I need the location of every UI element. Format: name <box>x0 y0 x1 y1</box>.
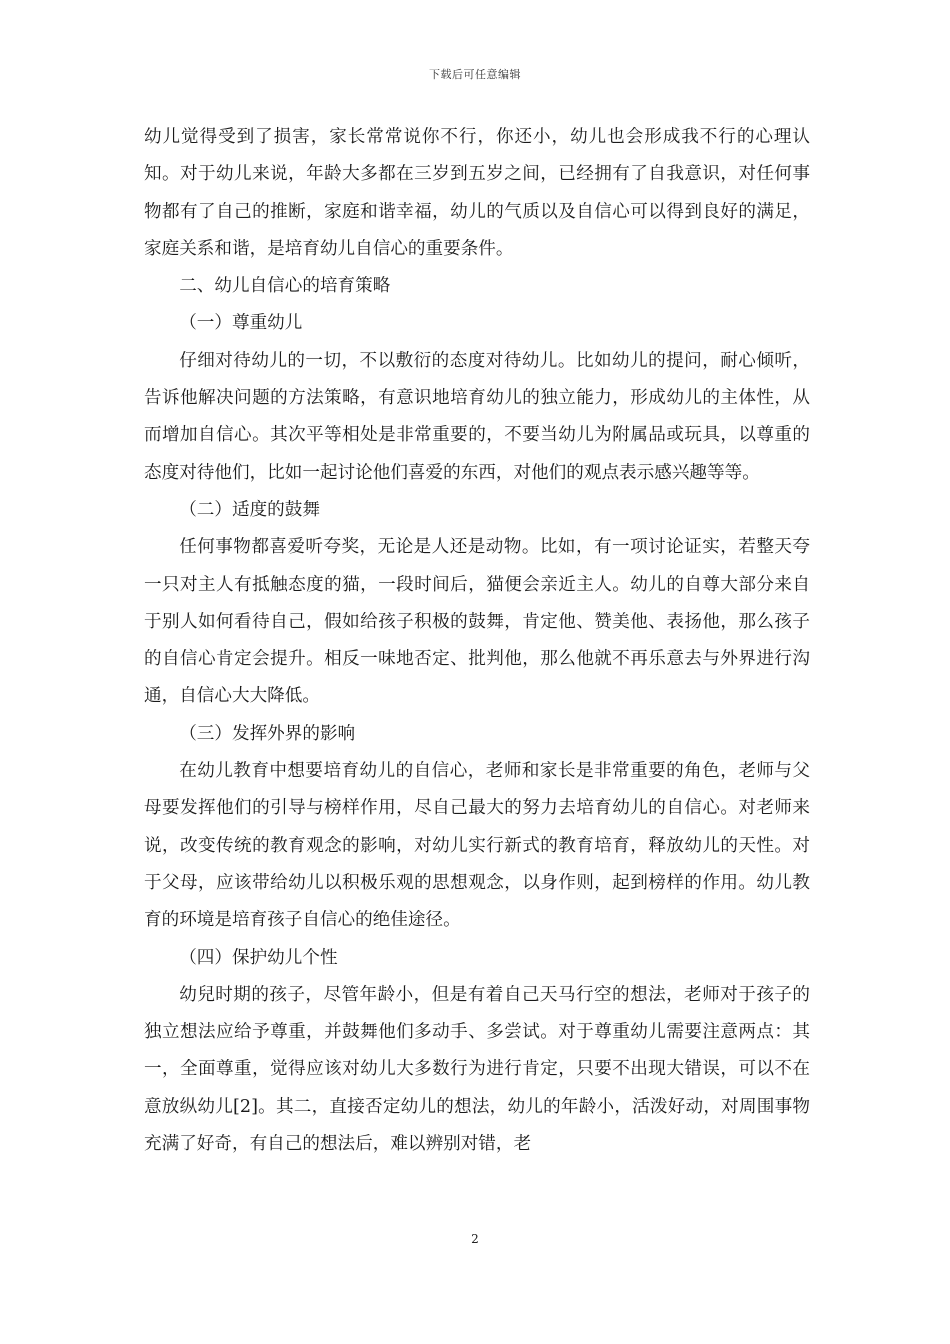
paragraph-protect-personality: 幼兒时期的孩子，尽管年龄小，但是有着自己天马行空的想法，老师对于孩子的独立想法应给予尊重，并鼓舞他们多动手、多尝试。对于尊重幼儿需要注意两点：其一，全面尊重，觉得应该对幼儿大多数行为进行肯定，只要不出现大错误，可以不在意放纵幼儿[2]。其二，直接否定幼儿的想法，幼儿的年龄小，活泼好动，对周围事物充满了好奇，有自己的想法后，难以辨别对错，老 <box>144 984 810 1155</box>
subheading-respect: （一）尊重幼儿 <box>179 313 303 334</box>
page-header: 下载后可任意编辑 <box>429 68 521 81</box>
paragraph-external-influence: 在幼儿教育中想要培育幼儿的自信心，老师和家长是非常重要的角色，老师与父母要发挥他们的引导与榜样作用，尽自己最大的努力去培育幼儿的自信心。对老师来说，改变传统的教育观念的影响，对幼儿实行新式的教育培育，释放幼儿的天性。对于父母，应该带给幼儿以积极乐观的思想观念，以身作则，起到榜样的作用。幼儿教育的环境是培育孩子自信心的绝佳途径。 <box>144 761 810 931</box>
subheading-encouragement: （二）适度的鼓舞 <box>179 499 320 520</box>
page-number: 2 <box>471 1232 479 1246</box>
section-heading-strategies: 二、幼儿自信心的培育策略 <box>179 276 391 297</box>
paragraph-continuation: 幼儿觉得受到了损害，家长常常说你不行，你还小，幼儿也会形成我不行的心理认知。对于幼儿来说，年龄大多都在三岁到五岁之间，已经拥有了自我意识，对任何事物都有了自己的推断，家庭和谐幸福，幼儿的气质以及自信心可以得到良好的满足，家庭关系和谐，是培育幼儿自信心的重要条件。 <box>144 127 810 259</box>
paragraph-encouragement: 任何事物都喜爱听夸奖，无论是人还是动物。比如，有一项讨论证实，若整天夸一只对主人有抵触态度的猫，一段时间后，猫便会亲近主人。幼儿的自尊大部分来自于别人如何看待自己，假如给孩子积极的鼓舞，肯定他、赞美他、表扬他，那么孩子的自信心肯定会提升。相反一味地否定、批判他，那么他就不再乐意去与外界进行沟通，自信心大大降低。 <box>144 537 810 707</box>
paragraph-respect: 仔细对待幼儿的一切，不以敷衍的态度对待幼儿。比如幼儿的提问，耐心倾听，告诉他解决问题的方法策略，有意识地培育幼儿的独立能力，形成幼儿的主体性，从而增加自信心。其次平等相处是非常重要的，不要当幼儿为附属品或玩具，以尊重的态度对待他们，比如一起讨论他们喜爱的东西，对他们的观点表示感兴趣等等。 <box>144 350 810 483</box>
subheading-external-influence: （三）发挥外界的影响 <box>179 723 356 744</box>
subheading-protect-personality: （四）保护幼儿个性 <box>179 947 338 968</box>
document-body <box>144 119 810 1163</box>
